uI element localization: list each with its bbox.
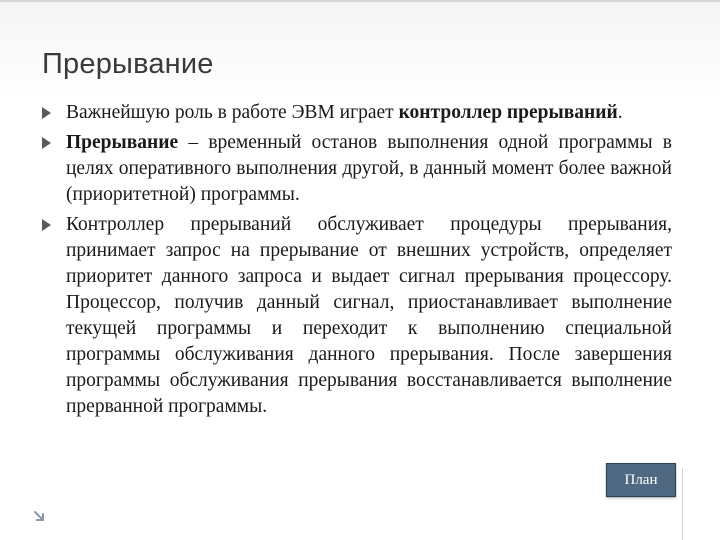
divider — [682, 468, 683, 540]
triangle-right-icon — [42, 219, 51, 231]
bullet-3-text: Контроллер прерываний обслуживает процедуры прерывания, принимает запрос на прерывание от внешних устройств, определяет приоритет данного запроса и выдает сигнал прерывания процессору. Процессор, получив данный сигнал, приостанавливает выполнение текущей программы и переходит к выполнению специальной программы обслуживания данного прерывания. После завершения программы обслуживания прерывания восстанавливается выполнение прерванной программы. — [66, 214, 672, 417]
triangle-right-icon — [42, 137, 51, 149]
bullet-1-part-1: Важнейшую роль в работе ЭВМ играет — [66, 102, 399, 123]
bullet-2-part-1: Прерывание — [66, 132, 179, 153]
bullet-1-part-3: . — [617, 102, 623, 123]
triangle-right-icon — [42, 107, 51, 119]
bullet-item-3 — [42, 212, 672, 420]
bullet-1-part-2: контроллер прерываний — [398, 102, 618, 123]
bullet-text — [66, 102, 623, 123]
top-border — [0, 0, 720, 2]
bullet-2-part-2: – временный останов выполнения одной программы в целях оперативного выполнения другой, в данный момент более важной (приоритетной) программы. — [66, 132, 672, 205]
arrow-down-right-icon[interactable] — [32, 509, 46, 523]
bullet-text — [66, 132, 672, 205]
bullet-item-1 — [42, 100, 672, 126]
plan-button[interactable]: План — [606, 463, 676, 497]
bullet-list — [42, 100, 672, 424]
bullet-item-2 — [42, 130, 672, 208]
slide-title: Прерывание — [42, 48, 214, 80]
